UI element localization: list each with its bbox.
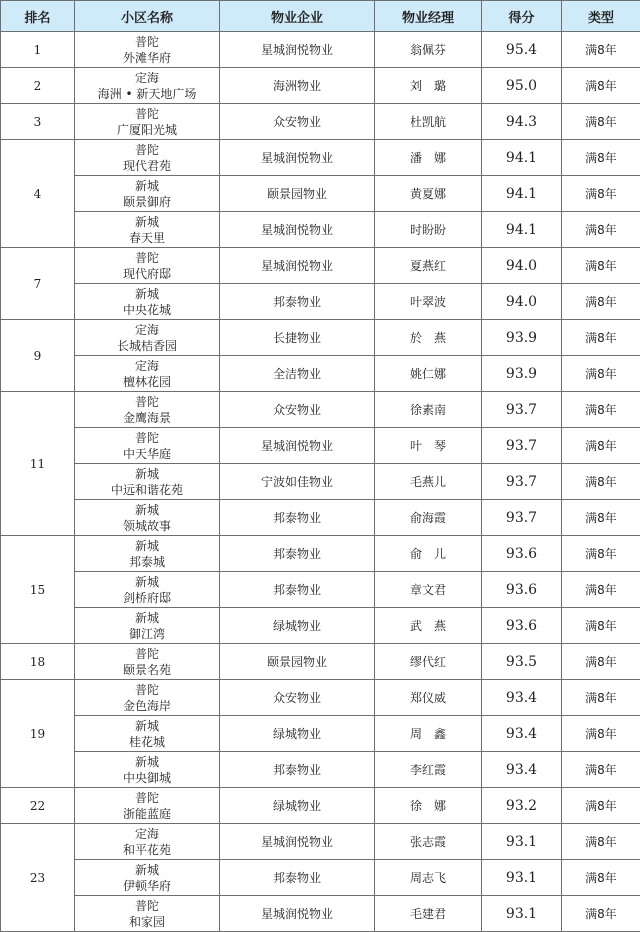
community-cell [75,608,220,644]
table-row [1,464,640,500]
company-cell: 众安物业 [220,392,375,428]
table-body [1,32,640,932]
table-row [1,788,640,824]
score-cell: 93.4 [482,716,562,752]
table-row [1,428,640,464]
score-cell: 93.7 [482,392,562,428]
manager-cell: 郑仪威 [375,680,482,716]
type-cell: 满8年 [562,464,640,500]
rank-cell: 2 [1,68,75,104]
table-row [1,536,640,572]
company-cell: 全洁物业 [220,356,375,392]
type-cell: 满8年 [562,104,640,140]
company-cell: 邦泰物业 [220,752,375,788]
manager-cell: 刘 璐 [375,68,482,104]
rank-cell: 19 [1,680,75,788]
type-cell: 满8年 [562,392,640,428]
community-name: 中天华庭 [75,446,219,462]
table-row [1,644,640,680]
table-row [1,356,640,392]
rank-cell: 18 [1,644,75,680]
district-label: 新城 [75,538,219,554]
type-cell: 满8年 [562,608,640,644]
district-label: 普陀 [75,682,219,698]
rank-cell: 22 [1,788,75,824]
manager-cell: 李红霞 [375,752,482,788]
district-label: 新城 [75,574,219,590]
district-label: 普陀 [75,898,219,914]
community-name: 中央御城 [75,770,219,786]
company-cell: 星城润悦物业 [220,212,375,248]
score-cell: 93.9 [482,356,562,392]
community-name: 领城故事 [75,518,219,534]
score-cell: 95.0 [482,68,562,104]
community-cell [75,752,220,788]
community-name: 浙能蓝庭 [75,806,219,822]
community-cell [75,572,220,608]
manager-cell: 时盼盼 [375,212,482,248]
district-label: 普陀 [75,394,219,410]
rank-cell: 1 [1,32,75,68]
score-cell: 93.6 [482,572,562,608]
score-cell: 94.3 [482,104,562,140]
table-row [1,140,640,176]
score-cell: 93.7 [482,464,562,500]
manager-cell: 徐素南 [375,392,482,428]
community-cell [75,824,220,860]
type-cell: 满8年 [562,572,640,608]
table-row [1,104,640,140]
score-cell: 93.2 [482,788,562,824]
header-manager: 物业经理 [375,1,482,32]
district-label: 新城 [75,862,219,878]
score-cell: 93.4 [482,752,562,788]
company-cell: 颐景园物业 [220,644,375,680]
manager-cell: 姚仁娜 [375,356,482,392]
community-cell [75,392,220,428]
manager-cell: 毛建君 [375,896,482,932]
score-cell: 94.1 [482,212,562,248]
type-cell: 满8年 [562,356,640,392]
type-cell: 满8年 [562,824,640,860]
rank-cell: 7 [1,248,75,320]
table-row [1,608,640,644]
company-cell: 邦泰物业 [220,500,375,536]
manager-cell: 毛燕儿 [375,464,482,500]
type-cell: 满8年 [562,500,640,536]
community-cell [75,68,220,104]
community-cell [75,356,220,392]
table-row [1,860,640,896]
table-row [1,824,640,860]
score-cell: 94.1 [482,140,562,176]
community-name: 广厦阳光城 [75,122,219,138]
score-cell: 93.6 [482,536,562,572]
company-cell: 众安物业 [220,104,375,140]
type-cell: 满8年 [562,680,640,716]
company-cell: 邦泰物业 [220,572,375,608]
community-name: 颐景名苑 [75,662,219,678]
company-cell: 星城润悦物业 [220,32,375,68]
district-label: 新城 [75,286,219,302]
type-cell: 满8年 [562,788,640,824]
company-cell: 绿城物业 [220,608,375,644]
community-name: 伊顿华府 [75,878,219,894]
company-cell: 众安物业 [220,680,375,716]
type-cell: 满8年 [562,32,640,68]
community-name: 外滩华府 [75,50,219,66]
manager-cell: 章文君 [375,572,482,608]
company-cell: 邦泰物业 [220,860,375,896]
company-cell: 宁波如佳物业 [220,464,375,500]
manager-cell: 翁佩芬 [375,32,482,68]
table-row [1,500,640,536]
manager-cell: 张志霞 [375,824,482,860]
score-cell: 94.1 [482,176,562,212]
type-cell: 满8年 [562,140,640,176]
header-community: 小区名称 [75,1,220,32]
community-cell [75,860,220,896]
header-company: 物业企业 [220,1,375,32]
district-label: 新城 [75,466,219,482]
district-label: 定海 [75,70,219,86]
company-cell: 星城润悦物业 [220,140,375,176]
district-label: 定海 [75,826,219,842]
manager-cell: 俞 儿 [375,536,482,572]
table-row [1,572,640,608]
district-label: 新城 [75,754,219,770]
score-cell: 93.7 [482,500,562,536]
rank-cell: 11 [1,392,75,536]
community-name: 御江湾 [75,626,219,642]
community-cell [75,788,220,824]
district-label: 普陀 [75,790,219,806]
type-cell: 满8年 [562,320,640,356]
district-label: 定海 [75,358,219,374]
community-name: 现代君苑 [75,158,219,174]
community-cell [75,680,220,716]
manager-cell: 杜凯航 [375,104,482,140]
district-label: 新城 [75,610,219,626]
score-cell: 93.9 [482,320,562,356]
manager-cell: 俞海霞 [375,500,482,536]
district-label: 新城 [75,214,219,230]
community-name: 海洲 • 新天地广场 [75,86,219,102]
company-cell: 星城润悦物业 [220,824,375,860]
table-row [1,716,640,752]
score-cell: 93.1 [482,860,562,896]
community-cell [75,284,220,320]
community-cell [75,644,220,680]
type-cell: 满8年 [562,428,640,464]
rank-cell: 9 [1,320,75,392]
score-cell: 93.1 [482,896,562,932]
district-label: 普陀 [75,34,219,50]
score-cell: 93.1 [482,824,562,860]
type-cell: 满8年 [562,284,640,320]
type-cell: 满8年 [562,860,640,896]
table-row [1,212,640,248]
type-cell: 满8年 [562,644,640,680]
company-cell: 星城润悦物业 [220,428,375,464]
manager-cell: 黄夏娜 [375,176,482,212]
rank-cell: 15 [1,536,75,644]
score-cell: 93.4 [482,680,562,716]
rank-cell: 3 [1,104,75,140]
community-name: 金色海岸 [75,698,219,714]
manager-cell: 徐 娜 [375,788,482,824]
community-cell [75,464,220,500]
district-label: 普陀 [75,430,219,446]
community-name: 颐景御府 [75,194,219,210]
table-row [1,752,640,788]
score-cell: 95.4 [482,32,562,68]
community-name: 剑桥府邸 [75,590,219,606]
type-cell: 满8年 [562,176,640,212]
table-row [1,320,640,356]
community-cell [75,536,220,572]
community-cell [75,500,220,536]
community-name: 和平花苑 [75,842,219,858]
company-cell: 邦泰物业 [220,284,375,320]
company-cell: 邦泰物业 [220,536,375,572]
company-cell: 星城润悦物业 [220,248,375,284]
table-row [1,248,640,284]
manager-cell: 周志飞 [375,860,482,896]
manager-cell: 於 燕 [375,320,482,356]
table-row [1,896,640,932]
community-cell [75,248,220,284]
community-cell [75,428,220,464]
manager-cell: 夏燕红 [375,248,482,284]
district-label: 新城 [75,502,219,518]
table-header [1,1,640,32]
company-cell: 海洲物业 [220,68,375,104]
community-cell [75,716,220,752]
score-cell: 93.5 [482,644,562,680]
type-cell: 满8年 [562,212,640,248]
manager-cell: 潘 娜 [375,140,482,176]
community-cell [75,104,220,140]
table-row [1,392,640,428]
manager-cell: 周 鑫 [375,716,482,752]
table-row [1,32,640,68]
community-cell [75,212,220,248]
district-label: 定海 [75,322,219,338]
header-score: 得分 [482,1,562,32]
community-name: 现代府邸 [75,266,219,282]
district-label: 新城 [75,718,219,734]
type-cell: 满8年 [562,536,640,572]
community-name: 中远和谐花苑 [75,482,219,498]
company-cell: 长捷物业 [220,320,375,356]
header-type: 类型 [562,1,640,32]
score-cell: 94.0 [482,248,562,284]
company-cell: 颐景园物业 [220,176,375,212]
community-name: 金鹰海景 [75,410,219,426]
header-rank: 排名 [1,1,75,32]
type-cell: 满8年 [562,716,640,752]
community-cell [75,896,220,932]
manager-cell: 叶翠波 [375,284,482,320]
community-cell [75,320,220,356]
table-row [1,176,640,212]
type-cell: 满8年 [562,752,640,788]
community-name: 檀林花园 [75,374,219,390]
district-label: 新城 [75,178,219,194]
score-cell: 93.7 [482,428,562,464]
manager-cell: 缪代红 [375,644,482,680]
company-cell: 绿城物业 [220,716,375,752]
district-label: 普陀 [75,142,219,158]
community-name: 邦泰城 [75,554,219,570]
community-name: 桂花城 [75,734,219,750]
type-cell: 满8年 [562,896,640,932]
header-row [1,1,640,32]
manager-cell: 武 燕 [375,608,482,644]
district-label: 普陀 [75,250,219,266]
community-cell [75,140,220,176]
score-cell: 93.6 [482,608,562,644]
table-row [1,68,640,104]
community-cell [75,176,220,212]
district-label: 普陀 [75,646,219,662]
company-cell: 星城润悦物业 [220,896,375,932]
company-cell: 绿城物业 [220,788,375,824]
rank-cell: 23 [1,824,75,932]
community-name: 春天里 [75,230,219,246]
type-cell: 满8年 [562,248,640,284]
district-label: 普陀 [75,106,219,122]
table-row [1,284,640,320]
rank-cell: 4 [1,140,75,248]
community-name: 和家园 [75,914,219,930]
community-cell [75,32,220,68]
community-name: 长城桔香园 [75,338,219,354]
type-cell: 满8年 [562,68,640,104]
community-name: 中央花城 [75,302,219,318]
table-row [1,680,640,716]
score-cell: 94.0 [482,284,562,320]
manager-cell: 叶 琴 [375,428,482,464]
